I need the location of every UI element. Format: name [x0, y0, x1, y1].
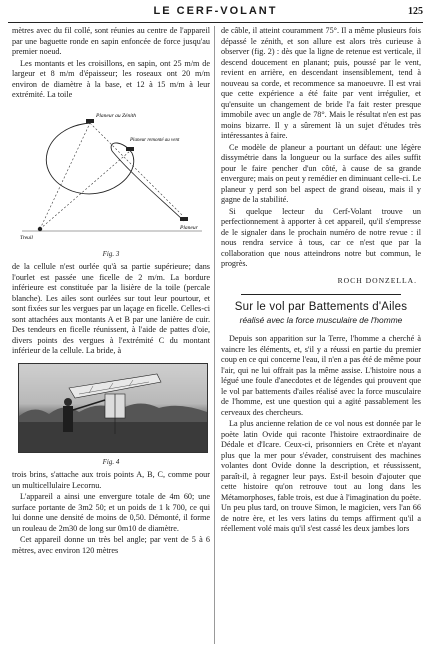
article-subheading: réalisé avec la force musculaire de l'homme — [239, 315, 403, 325]
column-divider — [214, 26, 215, 644]
paragraph: Depuis son apparition sur la Terre, l'homme a cherché à vaincre les éléments, et, s'il y a réussi en partie du premier coup en ce qui concerne l'eau, il n'en a pas été de même pour l'air, qui ne lui offrait pas la même assise. L'histoire nous a légué une foule d'anecdotes et de légendes qui prouvent que le vol par battements d'ailes réalisé avec la force musculaire de l'homme, est une question qui a agité passablement les cerveaux des chercheurs. — [221, 334, 421, 417]
paragraph: Les montants et les croisillons, en sapin, ont 25 m/m de largeur et 8 m/m d'épaisseur; les roseaux ont 20 m/m environ de diamètre à la base, et 12 à 15 m/m à leur extrémité. La toile — [12, 58, 210, 99]
label-zenith: Planeur au Zénith — [96, 112, 137, 119]
label-upwind: Planeur remonté au vent — [130, 137, 180, 143]
winch-marker — [38, 226, 42, 230]
paragraph: Ce modèle de planeur a pourtant un défaut: une légère dissymétrie dans la longueur ou la surface des ailes suffit pour le faire pencher d'un côté, à cause de sa grande envergure; mais on peut y remédier en diminuant celle-ci. Le planeur y perd son bel aspect de grand oiseau, mais il y gagne de la stabilité. — [221, 142, 421, 204]
glider-zenith-marker — [86, 119, 94, 123]
paragraph: de la cellule n'est ourlée qu'à sa partie supérieure; dans l'ourlet est passée une ficelle de 2 m/m. La bordure inférieure est constituée par la lisière de la toile (percale blanche). Les ailes sont ourlées sur tout leur pourtour, et sont fixées sur les vergues par un laçage en ficelle. Celles-ci sont attachées aux montants A et B par une lanière de cuir. Des tendeurs en ficelle réunissent, à l'aide de pattes d'oie, divers points des vergues à l'extrémité C du montant inférieur de la cellule. La bride, à — [12, 262, 210, 355]
glider-upwind-marker — [126, 147, 134, 151]
label-winch: Treuil — [20, 234, 33, 241]
figure-3-caption: Fig. 3 — [102, 249, 120, 258]
page-header — [8, 4, 423, 23]
flight-path-diagram — [12, 105, 210, 245]
glider-photo-illustration — [19, 364, 207, 452]
paragraph: Cet appareil donne un très bel angle; par vent de 5 à 6 mètres, avec environ 120 mètres — [12, 535, 210, 555]
paragraph: La plus ancienne relation de ce vol nous est donnée par le poète latin Ovide qui raconte l'histoire extraordinaire de Dédale et d'Icare. Ceux-ci, prisonniers en Crète et n'ayant plus que la mer pour s'évader, construisent des machines volantes dont Ovide donne la description, et réussissent, paraît-il, à regagner leur pays. Est-il besoin d'ajouter que cette histoire qu'on retrouve tout au long dans les Métamorphoses, fable trois, est due à l'imagination du poète. Un peu plus tard, on trouve Simon, le magicien, vers l'an 66 de notre ère, et les vers latins du temps affirment qu'il a réellement volé mais qu'il s'est cassé les deux jambes lors — [221, 419, 421, 533]
label-glider: Planeur — [180, 224, 198, 231]
paragraph: mètres avec du fil collé, sont réunies au centre de l'appareil par une baguette ronde en sapin enfoncée de force jusqu'au premier noeud. — [12, 26, 210, 56]
journal-title: LE CERF-VOLANT — [153, 5, 278, 17]
figure-3 — [12, 105, 210, 247]
left-column — [12, 26, 210, 557]
glider-ground-marker — [180, 217, 188, 221]
glider-photograph — [18, 363, 208, 453]
figure-4 — [12, 363, 210, 455]
right-column — [221, 26, 421, 536]
figure-4-caption: Fig. 4 — [102, 457, 120, 466]
paragraph: L'appareil a ainsi une envergure totale de 4m 60; une surface portante de 3m2 50; et un poids de 1 k 700, ce qui lui donne une densité de moins de 0,50. Démonté, il forme un rouleau de 2m30 de long sur 0m10 de diamètre. — [12, 492, 210, 533]
paragraph: trois brins, s'attache aux trois points A, B, C, comme pour un multicellulaire Lecornu. — [12, 470, 210, 490]
author-signature: ROCH DONZELLA. — [337, 275, 417, 285]
page-number: 125 — [408, 6, 423, 17]
paragraph: Si quelque lecteur du Cerf-Volant trouve un perfectionnement à apporter à cet appareil, qu'il s'empresse de le signaler dans le prochain numéro de notre revue : il nous rendra service à tous, car ce n'est que par la collaboration que nous atteindrons notre but commun, le progrès. — [221, 206, 421, 268]
article-heading: Sur le vol par Battements d'Ailes — [234, 301, 408, 313]
section-rule — [241, 294, 401, 295]
paragraph: de câble, il atteint couramment 75°. Il a même plusieurs fois dépassé le zénith, et son allure est alors très curieuse à observer (fig. 2) : dès que la ligne de retenue est verticale, il descend doucement en planant; puis, poussé par le vent, revient en arrière, en descendant insensiblement, tend à nouveau sa corde, et recommence sa manoeuvre. Il est vrai que cette expérience a été faite par vent irrégulier, et qu'ensuite un changement de bride l'a fait rester presque immobile avec un angle de 78°. Mais le résultat n'en est pas moins bizarre. Il y a sûrement là un sujet d'études très intéressantes à faire. — [221, 26, 421, 140]
